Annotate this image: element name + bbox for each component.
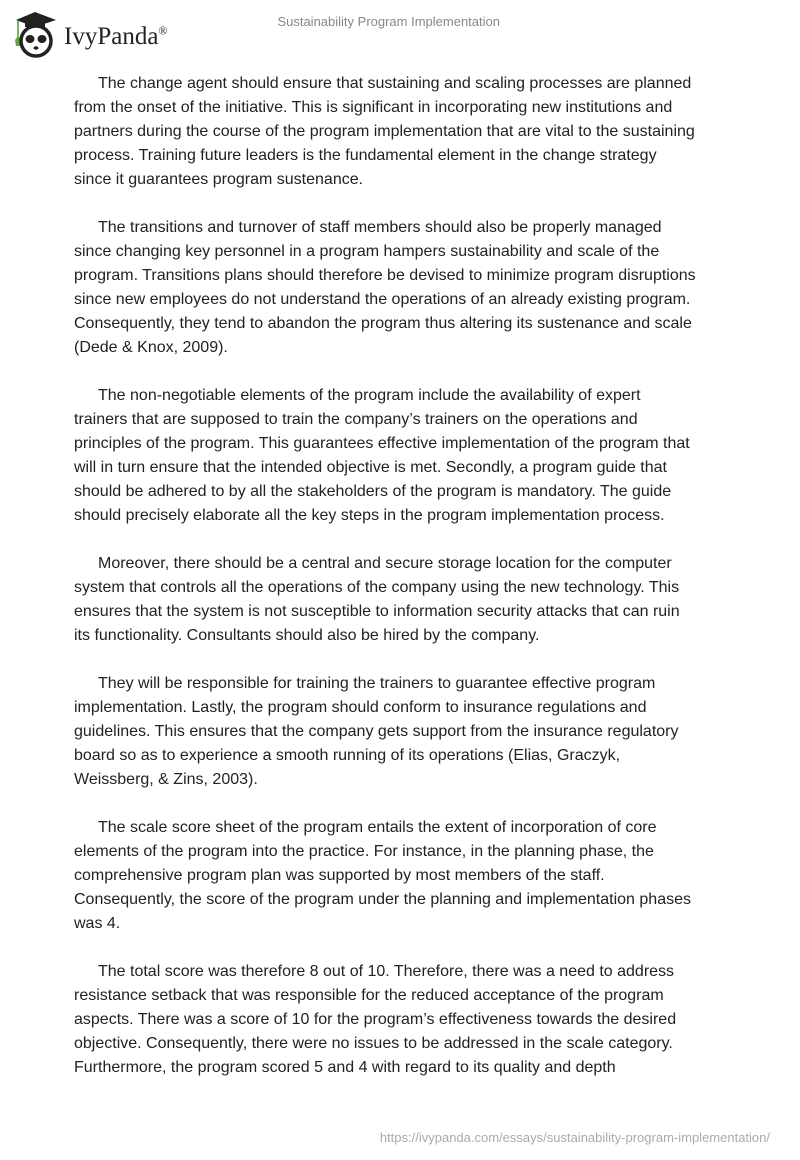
text-line: The total score was therefore 8 out of 10. Therefore, there was a need to address	[98, 963, 675, 980]
text-line: resistance setback that was responsible for the reduced acceptance of the program	[74, 987, 664, 1004]
text-line: program. Transitions plans should therefore be devised to minimize program disruptions	[74, 267, 696, 284]
text-line: partners during the course of the program implementation that are vital to the sustaining	[74, 123, 695, 140]
text-line: principles of the program. This guarantees effective implementation of the program that	[74, 435, 690, 452]
text-line: Consequently, they tend to abandon the program thus altering its sustenance and scale	[74, 315, 692, 332]
text-line: (Dede & Knox, 2009).	[74, 339, 228, 356]
text-line: since it guarantees program sustenance.	[74, 171, 364, 188]
logo-text: IvyPanda®	[64, 23, 168, 50]
logo[interactable]	[12, 8, 168, 58]
text-line: system that controls all the operations of the company using the new technology. This	[74, 579, 680, 596]
text-line: from the onset of the initiative. This is significant in incorporating new institutions and	[74, 99, 673, 116]
text-line: Weissberg, & Zins, 2003).	[74, 771, 258, 788]
paragraph	[74, 384, 734, 528]
text-line: implementation. Lastly, the program should conform to insurance regulations and	[74, 699, 647, 716]
paragraph	[74, 552, 734, 648]
text-line: The transitions and turnover of staff members should also be properly managed	[98, 219, 662, 236]
paragraph	[74, 816, 734, 936]
document-title: Sustainability Program Implementation	[277, 14, 500, 29]
paragraph	[74, 216, 734, 360]
text-line: aspects. There was a score of 10 for the program’s effectiveness towards the desired	[74, 1011, 677, 1028]
source-url[interactable]: https://ivypanda.com/essays/sustainability-program-implementation/	[379, 1130, 770, 1145]
text-line: since changing key personnel in a program hampers sustainability and scale of the	[74, 243, 660, 260]
text-line: comprehensive program plan was supported by most members of the staff.	[74, 867, 605, 884]
paragraph	[74, 72, 734, 192]
text-line: They will be responsible for training the trainers to guarantee effective program	[98, 675, 656, 692]
text-line: Consequently, the score of the program under the planning and implementation phases	[74, 891, 691, 908]
text-line: Furthermore, the program scored 5 and 4 with regard to its quality and depth	[74, 1059, 616, 1076]
text-line: should be adhered to by all the stakeholders of the program is mandatory. The guide	[74, 483, 672, 500]
text-line: process. Training future leaders is the fundamental element in the change strategy	[74, 147, 657, 164]
text-line: will in turn ensure that the intended objective is met. Secondly, a program guide that	[74, 459, 667, 476]
paragraph	[74, 672, 734, 792]
text-line: The change agent should ensure that sustaining and scaling processes are planned	[98, 75, 692, 92]
text-line: its functionality. Consultants should also be hired by the company.	[74, 627, 540, 644]
paragraph	[74, 960, 734, 1080]
text-line: since new employees do not understand the operations of an already existing program.	[74, 291, 691, 308]
text-line: The non-negotiable elements of the program include the availability of expert	[98, 387, 641, 404]
text-line: objective. Consequently, there were no issues to be addressed in the scale category.	[74, 1035, 673, 1052]
text-line: Moreover, there should be a central and secure storage location for the computer	[98, 555, 672, 572]
essay-body	[74, 72, 734, 1104]
text-line: guidelines. This ensures that the company gets support from the insurance regulatory	[74, 723, 679, 740]
text-line: elements of the program into the practice. For instance, in the planning phase, the	[74, 843, 654, 860]
text-line: The scale score sheet of the program entails the extent of incorporation of core	[98, 819, 657, 836]
text-line: ensures that the system is not susceptible to information security attacks that can ruin	[74, 603, 680, 620]
text-line: board so as to experience a smooth running of its operations (Elias, Graczyk,	[74, 747, 621, 764]
text-line: was 4.	[74, 915, 121, 932]
panda-logo-icon	[12, 8, 58, 58]
text-line: trainers that are supposed to train the company’s trainers on the operations and	[74, 411, 638, 428]
text-line: should precisely elaborate all the key steps in the program implementation process.	[74, 507, 665, 524]
